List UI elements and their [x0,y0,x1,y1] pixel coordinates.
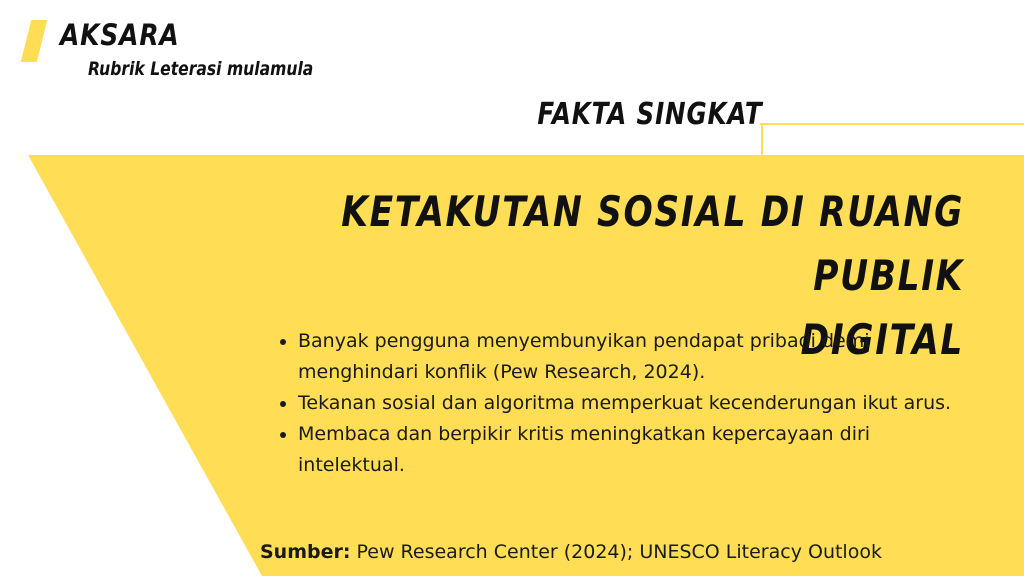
source-label: Sumber: [260,541,351,563]
fact-item: • Banyak pengguna menyembunyikan pendapat pribadi demi menghindari konflik (Pew Research, 2024). [298,326,978,388]
title-line-2: DIGITAL [800,315,964,364]
brand-name: AKSARA [60,18,180,52]
title-line-1: KETAKUTAN SOSIAL DI RUANG PUBLIK [341,187,965,300]
brand-tagline: Rubrik Leterasi mulamula [88,58,314,80]
source-citation [260,541,882,563]
fact-item: • Membaca dan berpikir kritis meningkatkan kepercayaan diri intelektual. [298,419,978,481]
fact-list [280,326,978,481]
fact-item: • Tekanan sosial dan algoritma memperkuat kecenderungan ikut arus. [298,388,978,419]
source-text: Pew Research Center (2024); UNESCO Literacy Outlook [350,541,882,563]
section-label: FAKTA SINGKAT [536,97,762,132]
